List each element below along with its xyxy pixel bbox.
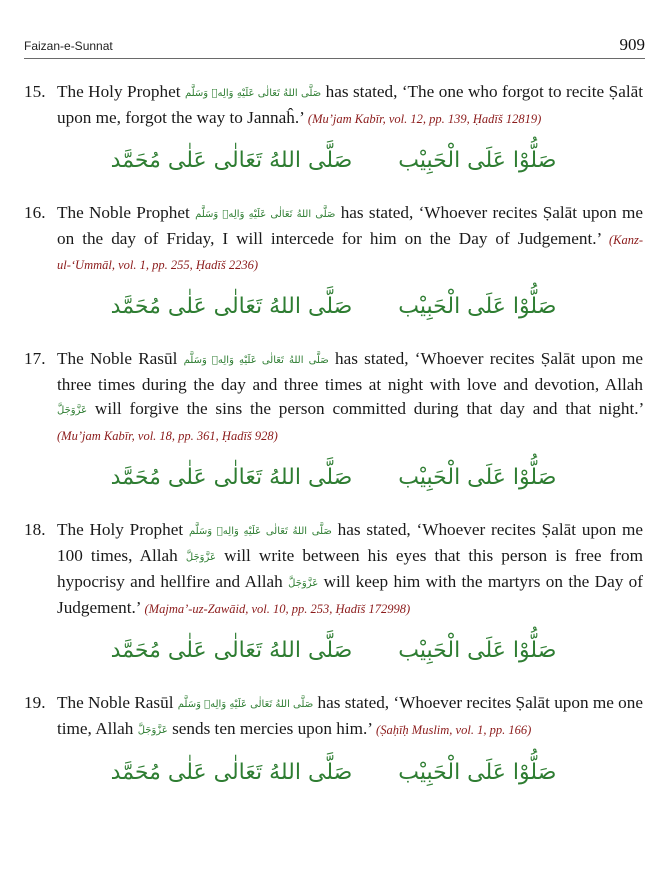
reference: (Mu’jam Kabīr, vol. 12, pp. 139, Ḥadīš 12819) [307, 112, 542, 126]
narration-intro: The Holy Prophet [57, 82, 181, 101]
durood-right: صَلُّوْا عَلَى الْحَبِيْب [398, 148, 557, 173]
narration-text: has stated, ‘Whoever recites Ṣalāt upon me one time, Allah [57, 693, 643, 738]
narration-intro: The Holy Prophet [57, 520, 184, 539]
hadith-entry-18 [24, 518, 643, 671]
allah-honorific: عَزَّوَجَلَّ [57, 405, 88, 416]
hadith-text [24, 347, 643, 448]
durood-line [24, 287, 643, 327]
allah-honorific: عَزَّوَجَلَّ [137, 725, 168, 736]
page-number: 909 [619, 35, 645, 54]
prophet-honorific: صَلَّى اللهُ تَعَالٰى عَلَيْهِ وَالِهٖ وَسَلَّم [183, 355, 329, 366]
narration-text-continued: will write between his eyes that this person is free from hypocrisy and hellfire and Allah [57, 546, 644, 591]
allah-honorific: عَزَّوَجَلَّ [185, 552, 216, 563]
entry-number: 17. [24, 349, 46, 368]
reference: (Majma’-uz-Zawāid, vol. 10, pp. 253, Ḥadīš 172998) [144, 602, 411, 616]
narration-intro: The Noble Rasūl [57, 693, 174, 712]
narration-text: has stated, ‘Whoever recites Ṣalāt upon me 100 times, Allah [57, 520, 643, 565]
durood-right: صَلُّوْا عَلَى الْحَبِيْب [398, 465, 557, 490]
hadith-entry-19 [24, 691, 643, 793]
page-header [24, 34, 645, 59]
prophet-honorific: صَلَّى اللهُ تَعَالٰى عَلَيْهِ وَالِهٖ وَسَلَّم [188, 526, 332, 537]
allah-honorific: عَزَّوَجَلَّ [288, 578, 319, 589]
hadith-entry-16 [24, 201, 643, 327]
durood-left: صَلَّى اللهُ تَعَالٰى عَلٰى مُحَمَّد [110, 148, 353, 173]
durood-left: صَلَّى اللهُ تَعَالٰى عَلٰى مُحَمَّد [110, 638, 353, 663]
durood-line [24, 141, 643, 181]
entry-number: 19. [24, 693, 46, 712]
narration-text-continued: sends ten mercies upon him.’ [172, 719, 372, 738]
hadith-list [24, 80, 643, 813]
hadith-text [24, 518, 643, 621]
narration-intro: The Noble Prophet [57, 203, 190, 222]
narration-text-continued: will forgive the sins the person committed during that day and that night.’ [94, 399, 644, 418]
durood-line [24, 631, 643, 671]
hadith-entry-15 [24, 80, 643, 181]
durood-line [24, 753, 643, 793]
durood-right: صَلُّوْا عَلَى الْحَبِيْب [398, 638, 557, 663]
book-title: Faizan-e-Sunnat [24, 39, 113, 53]
narration-text: has stated, ‘The one who forgot to recite Ṣalāt upon me, forgot the way to Jannaĥ.’ [57, 82, 644, 127]
reference: (Kanz-ul-‘Ummāl, vol. 1, pp. 255, Ḥadīš 2236) [57, 233, 644, 272]
prophet-honorific: صَلَّى اللهُ تَعَالٰى عَلَيْهِ وَالِهٖ وَسَلَّم [184, 88, 322, 99]
narration-text: has stated, ‘Whoever recites Ṣalāt upon me on the day of Friday, I will intercede for him on the Day of Judgement.’ [57, 203, 643, 248]
durood-right: صَلُّوْا عَلَى الْحَبِيْب [398, 760, 557, 785]
narration-text-end: will keep him with the martyrs on the Day of Judgement.’ [57, 572, 644, 617]
hadith-text [24, 691, 643, 743]
hadith-text [24, 201, 643, 277]
durood-line [24, 458, 643, 498]
narration-intro: The Noble Rasūl [57, 349, 178, 368]
hadith-text [24, 80, 643, 131]
entry-number: 18. [24, 520, 46, 539]
entry-number: 15. [24, 82, 46, 101]
reference: (Ṣaḥīḥ Muslim, vol. 1, pp. 166) [376, 723, 532, 737]
reference: (Mu’jam Kabīr, vol. 18, pp. 361, Ḥadīš 928) [57, 429, 278, 443]
durood-left: صَلَّى اللهُ تَعَالٰى عَلٰى مُحَمَّد [110, 294, 353, 319]
hadith-entry-17 [24, 347, 643, 498]
durood-right: صَلُّوْا عَلَى الْحَبِيْب [398, 294, 557, 319]
prophet-honorific: صَلَّى اللهُ تَعَالٰى عَلَيْهِ وَالِهٖ وَسَلَّم [195, 209, 336, 220]
durood-left: صَلَّى اللهُ تَعَالٰى عَلٰى مُحَمَّد [110, 760, 353, 785]
narration-text: has stated, ‘Whoever recites Ṣalāt upon me three times during the day and three times at night with love and devotion, Allah [57, 349, 644, 394]
durood-left: صَلَّى اللهُ تَعَالٰى عَلٰى مُحَمَّد [110, 465, 353, 490]
prophet-honorific: صَلَّى اللهُ تَعَالٰى عَلَيْهِ وَالِهٖ وَسَلَّم [177, 699, 314, 710]
entry-number: 16. [24, 203, 46, 222]
